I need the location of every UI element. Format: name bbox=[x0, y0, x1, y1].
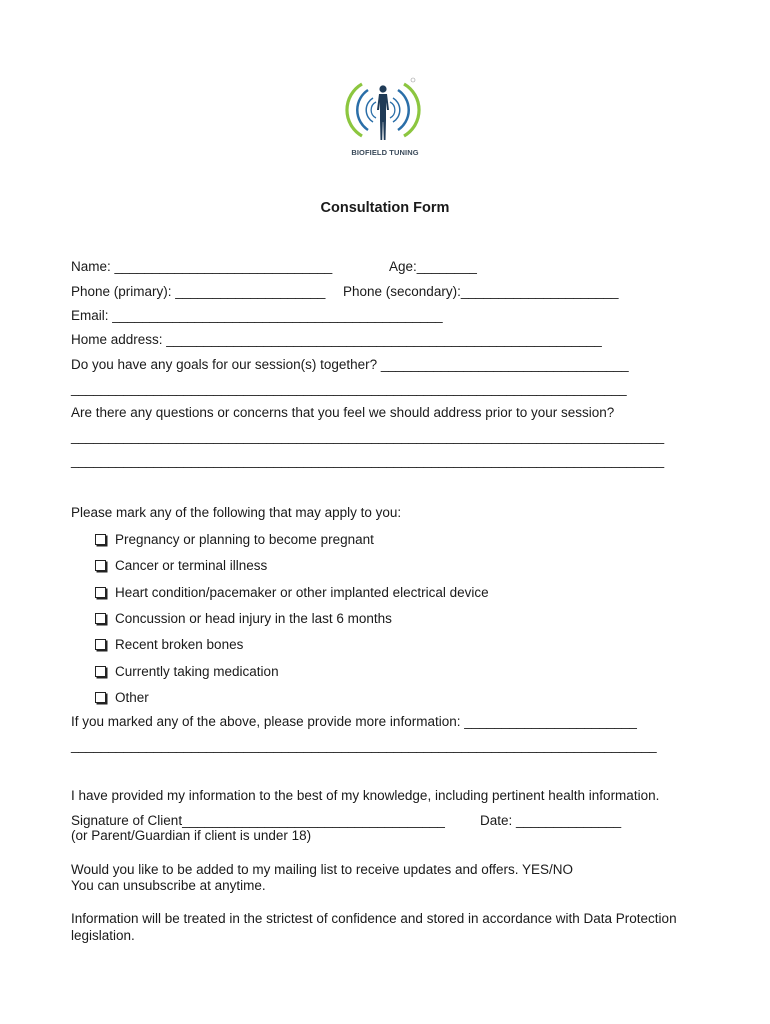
checklist-item[interactable] bbox=[95, 688, 149, 706]
checklist-item-label: Recent broken bones bbox=[115, 636, 244, 652]
checkbox[interactable] bbox=[95, 666, 106, 677]
checkbox[interactable] bbox=[95, 560, 106, 571]
name-field[interactable]: Name: _____________________________ bbox=[71, 259, 333, 274]
page-title: Consultation Form bbox=[320, 200, 450, 216]
signature-note: (or Parent/Guardian if client is under 18) bbox=[71, 828, 312, 843]
checklist-intro: Please mark any of the following that may apply to you: bbox=[71, 505, 402, 520]
goals-field[interactable]: Do you have any goals for our session(s) together? _________________________________ bbox=[71, 357, 629, 372]
checklist-item-label: Cancer or terminal illness bbox=[115, 557, 268, 573]
mailing-list-question: Would you like to be added to my mailing list to receive updates and offers. YES/NO bbox=[71, 862, 574, 877]
age-field[interactable]: Age:________ bbox=[389, 259, 477, 274]
email-field[interactable]: Email: ____________________________________________ bbox=[71, 308, 443, 323]
checkbox[interactable] bbox=[95, 534, 106, 545]
more-info-field[interactable]: If you marked any of the above, please provide more information: _______________________ bbox=[71, 714, 637, 729]
checklist-item[interactable] bbox=[95, 609, 392, 627]
checklist-item[interactable] bbox=[95, 662, 279, 680]
phone-primary-field[interactable]: Phone (primary): ____________________ bbox=[71, 284, 326, 299]
privacy-statement-line-2: legislation. bbox=[71, 928, 135, 943]
checklist-item[interactable] bbox=[95, 556, 267, 574]
checklist-item-label: Concussion or head injury in the last 6 months bbox=[115, 610, 392, 626]
checkbox[interactable] bbox=[95, 613, 106, 624]
checklist-item-label: Currently taking medication bbox=[115, 663, 279, 679]
checkbox[interactable] bbox=[95, 639, 106, 650]
signature-field[interactable]: Signature of Client___________________________________ bbox=[71, 813, 445, 828]
checklist-item[interactable] bbox=[95, 583, 489, 601]
checklist-item[interactable] bbox=[95, 635, 243, 653]
questions-answer-line-2[interactable]: _______________________________________________________________________________ bbox=[71, 453, 665, 468]
questions-answer-line-1[interactable]: _______________________________________________________________________________ bbox=[71, 429, 665, 444]
goals-continuation-line[interactable]: __________________________________________________________________________ bbox=[71, 381, 627, 396]
phone-secondary-field[interactable]: Phone (secondary):_____________________ bbox=[343, 284, 619, 299]
checkbox[interactable] bbox=[95, 692, 106, 703]
declaration-text: I have provided my information to the best of my knowledge, including pertinent health information. bbox=[71, 788, 660, 803]
logo-wordmark: BIOFIELD TUNING bbox=[351, 148, 419, 157]
home-address-field[interactable]: Home address: __________________________________________________________ bbox=[71, 332, 602, 347]
questions-prompt: Are there any questions or concerns that you feel we should address prior to your session? bbox=[71, 405, 615, 420]
checklist-item[interactable] bbox=[95, 530, 374, 548]
privacy-statement-line-1: Information will be treated in the strictest of confidence and stored in accordance with Data Protection bbox=[71, 911, 677, 926]
more-info-continuation-line[interactable]: ______________________________________________________________________________ bbox=[71, 738, 657, 753]
checklist-item-label: Pregnancy or planning to become pregnant bbox=[115, 531, 374, 547]
checklist-item-label: Heart condition/pacemaker or other implanted electrical device bbox=[115, 584, 489, 600]
date-field[interactable]: Date: ______________ bbox=[480, 813, 622, 828]
unsubscribe-note: You can unsubscribe at anytime. bbox=[71, 878, 266, 893]
checkbox[interactable] bbox=[95, 587, 106, 598]
checklist-item-label: Other bbox=[115, 689, 149, 705]
